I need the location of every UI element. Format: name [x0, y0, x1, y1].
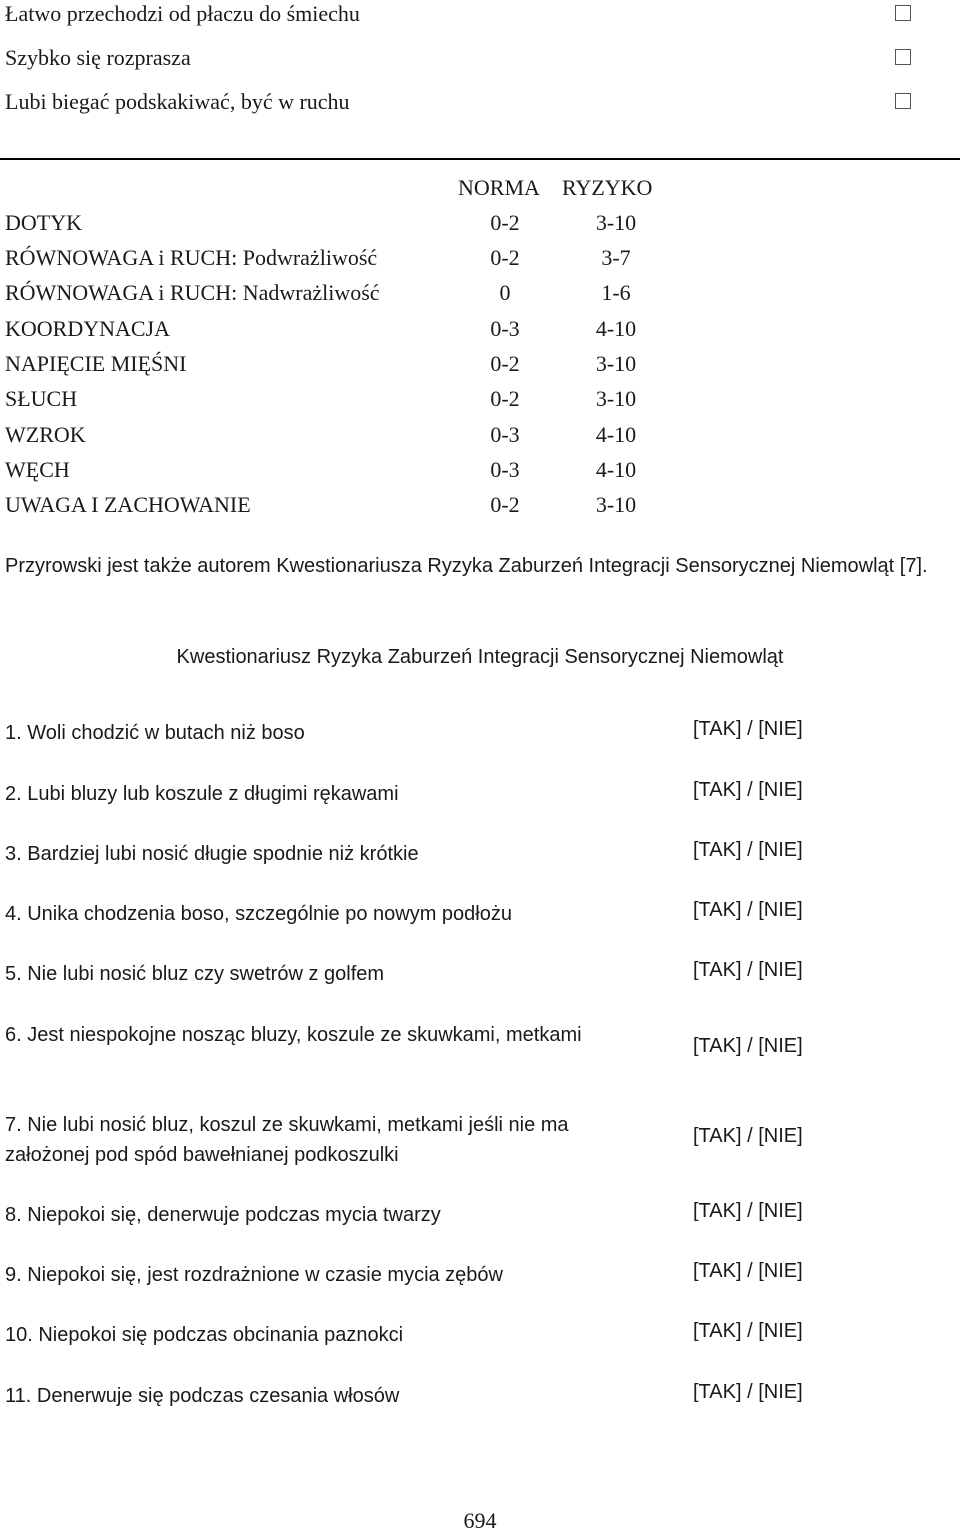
norm-subcategory: Nadwrażliwość: [237, 280, 380, 305]
norm-category: DOTYK: [5, 210, 82, 235]
answer-options[interactable]: [TAK] / [NIE]: [693, 718, 803, 740]
question-text: 6. Jest niespokojne nosząc bluzy, koszule ze skuwkami, metkami: [5, 1024, 582, 1046]
horizontal-rule: [0, 158, 960, 160]
norm-category: UWAGA I ZACHOWANIE: [5, 492, 251, 517]
answer-options[interactable]: [TAK] / [NIE]: [693, 1381, 803, 1403]
question-text: 1. Woli chodzić w butach niż boso: [5, 722, 305, 744]
trait-label: Łatwo przechodzi od płaczu do śmiechu: [5, 1, 360, 26]
trait-checkbox[interactable]: [895, 49, 911, 65]
page-number: 694: [463, 1508, 497, 1533]
norma-value: 0-2: [490, 351, 520, 376]
norm-row: [0, 386, 960, 420]
trait-label: Szybko się rozprasza: [5, 45, 191, 70]
body-paragraph: Przyrowski jest także autorem Kwestionariusza Ryzyka Zaburzeń Integracji Sensorycznej Niemowląt [7].: [5, 555, 928, 577]
norma-value: 0-3: [490, 422, 520, 447]
answer-options[interactable]: [TAK] / [NIE]: [693, 1035, 803, 1057]
answer-options[interactable]: [TAK] / [NIE]: [693, 959, 803, 981]
ryzyko-value: 4-10: [595, 316, 637, 341]
norm-category: SŁUCH: [5, 386, 78, 411]
norm-category: WĘCH: [5, 457, 70, 482]
norm-subcategory: Podwrażliwość: [237, 245, 378, 270]
ryzyko-value: 3-10: [595, 351, 637, 376]
question-text: 7. Nie lubi nosić bluz, koszul ze skuwkami, metkami jeśli nie ma założonej pod spód bawełnianej podkoszulki: [5, 1114, 569, 1166]
ryzyko-header: RYZYKO: [562, 175, 653, 200]
trait-checkbox[interactable]: [895, 93, 911, 109]
ryzyko-value: 3-7: [601, 245, 631, 270]
ryzyko-value: 4-10: [595, 422, 637, 447]
norm-row: [0, 492, 960, 526]
norm-row: [0, 457, 960, 491]
norma-value: 0: [499, 280, 511, 305]
norm-row: [0, 422, 960, 456]
answer-options[interactable]: [TAK] / [NIE]: [693, 779, 803, 801]
questionnaire-title: Kwestionariusz Ryzyka Zaburzeń Integracji Sensorycznej Niemowląt: [176, 646, 784, 668]
norm-row: [0, 245, 960, 279]
answer-options[interactable]: [TAK] / [NIE]: [693, 1320, 803, 1342]
norm-category: RÓWNOWAGA i RUCH:: [5, 245, 238, 270]
answer-options[interactable]: [TAK] / [NIE]: [693, 899, 803, 921]
question-text: 3. Bardziej lubi nosić długie spodnie niż krótkie: [5, 843, 419, 865]
answer-options[interactable]: [TAK] / [NIE]: [693, 1125, 803, 1147]
ryzyko-value: 3-10: [595, 386, 637, 411]
norm-row: [0, 280, 960, 314]
question-text: 9. Niepokoi się, jest rozdrażnione w czasie mycia zębów: [5, 1264, 503, 1286]
question-text: 4. Unika chodzenia boso, szczególnie po nowym podłożu: [5, 903, 512, 925]
question-text: 8. Niepokoi się, denerwuje podczas mycia twarzy: [5, 1204, 441, 1226]
trait-checkbox[interactable]: [895, 5, 911, 21]
question-text: 10. Niepokoi się podczas obcinania paznokci: [5, 1324, 404, 1346]
norma-value: 0-2: [490, 245, 520, 270]
question-text: 11. Denerwuje się podczas czesania włosów: [5, 1385, 400, 1407]
norm-row: [0, 351, 960, 385]
norma-value: 0-3: [490, 457, 520, 482]
answer-options[interactable]: [TAK] / [NIE]: [693, 1260, 803, 1282]
norm-category: NAPIĘCIE MIĘŚNI: [5, 351, 187, 376]
question-text: 2. Lubi bluzy lub koszule z długimi rękawami: [5, 783, 399, 805]
ryzyko-value: 4-10: [595, 457, 637, 482]
answer-options[interactable]: [TAK] / [NIE]: [693, 1200, 803, 1222]
norm-category: WZROK: [5, 422, 86, 447]
answer-options[interactable]: [TAK] / [NIE]: [693, 839, 803, 861]
norma-value: 0-2: [490, 210, 520, 235]
ryzyko-value: 3-10: [595, 210, 637, 235]
ryzyko-value: 3-10: [595, 492, 637, 517]
ryzyko-value: 1-6: [601, 280, 631, 305]
norma-value: 0-3: [490, 316, 520, 341]
norm-row: [0, 316, 960, 350]
norma-value: 0-2: [490, 492, 520, 517]
question-text: 5. Nie lubi nosić bluz czy swetrów z golfem: [5, 963, 385, 985]
norm-row: [0, 210, 960, 244]
norma-header: NORMA: [458, 175, 540, 200]
norma-value: 0-2: [490, 386, 520, 411]
norm-category: KOORDYNACJA: [5, 316, 171, 341]
trait-label: Lubi biegać podskakiwać, być w ruchu: [5, 89, 350, 114]
norm-category: RÓWNOWAGA i RUCH:: [5, 280, 238, 305]
